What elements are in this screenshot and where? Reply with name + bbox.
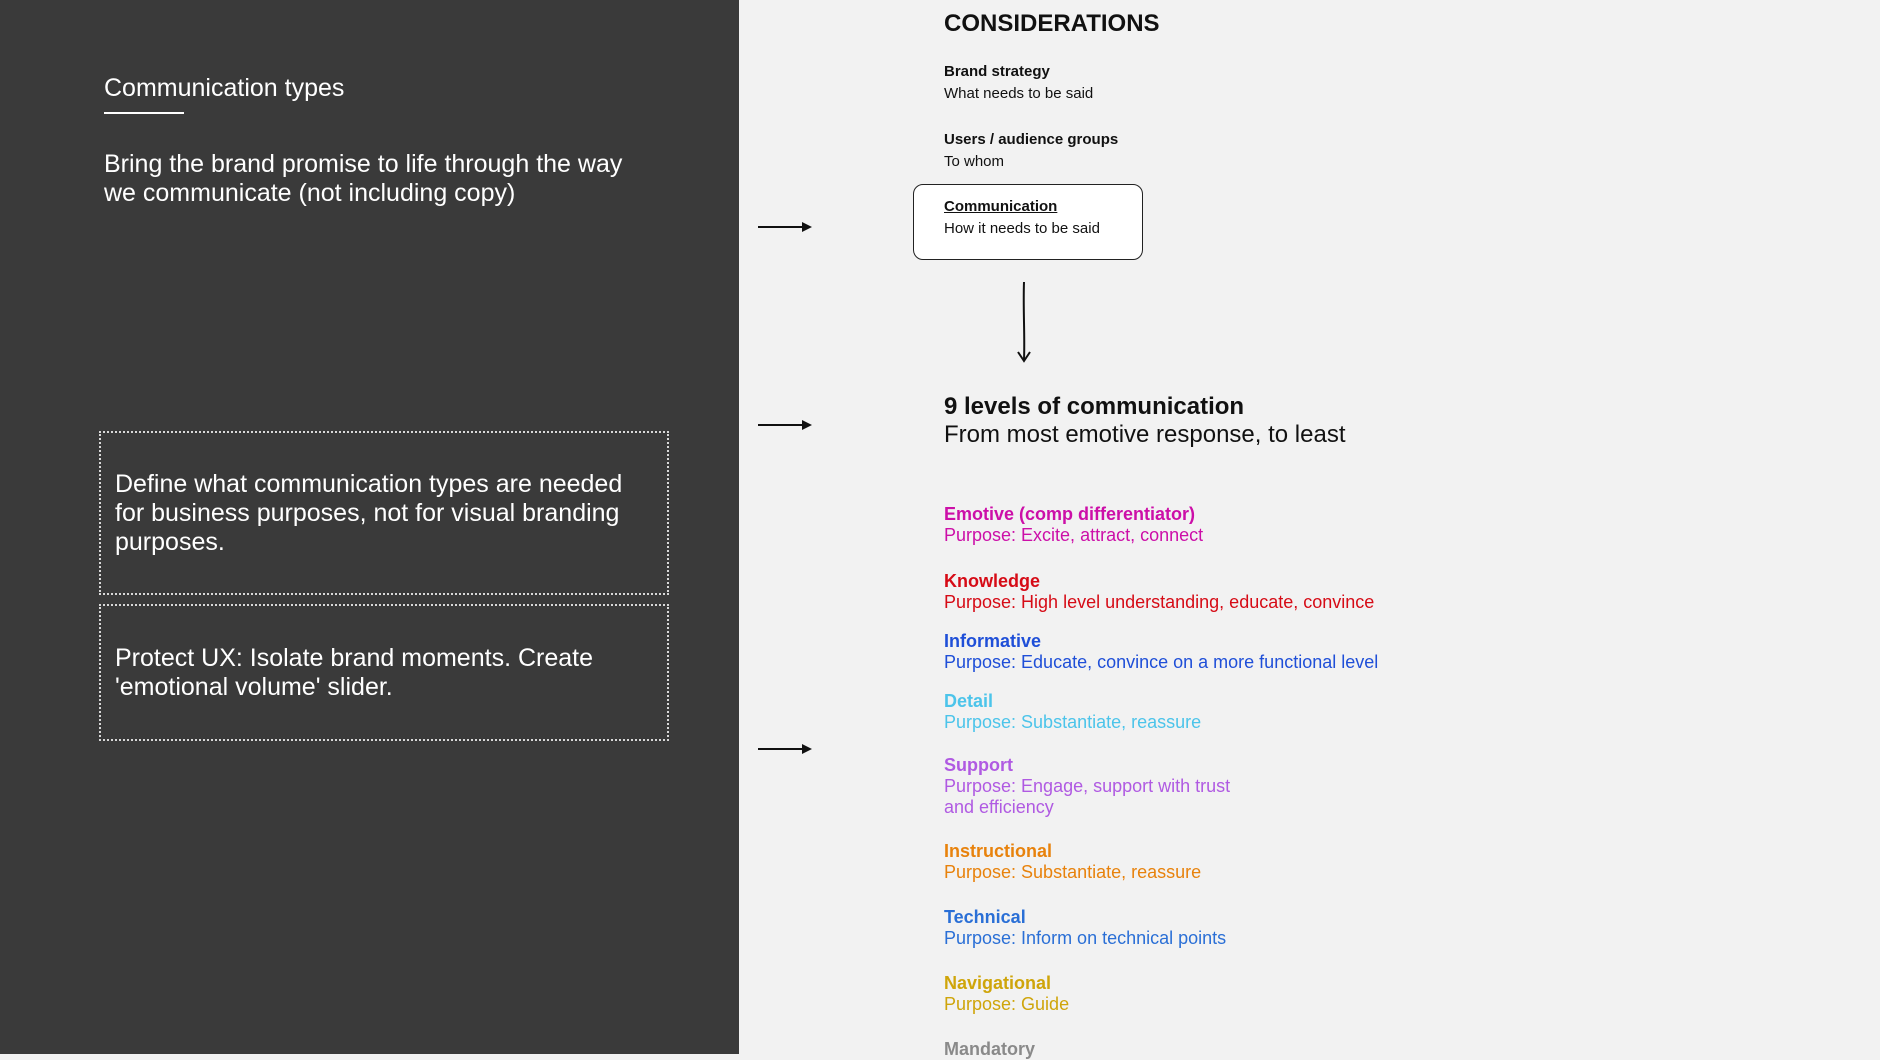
consideration-label: Communication (944, 198, 1058, 215)
level-name: Navigational (944, 973, 1052, 993)
title-underline (104, 112, 184, 114)
level-name: Knowledge (944, 571, 1041, 591)
note-text: Define what communication types are needed for business purposes, not for visual branding purposes. (115, 469, 623, 556)
consideration-brand-strategy (944, 61, 1093, 105)
consideration-audience (944, 129, 1118, 173)
consideration-communication (944, 196, 1100, 240)
intro-text: Bring the brand promise to life through the way we communicate (not including copy) (104, 150, 623, 207)
consideration-desc: To whom (944, 153, 1005, 170)
note-box-business-purposes (99, 431, 669, 595)
level-purpose: Purpose: Inform on technical points (944, 928, 1227, 948)
level-name: Mandatory (944, 1039, 1036, 1059)
right-arrow-icon (758, 418, 814, 432)
level-name: Informative (944, 631, 1042, 651)
note-text: Protect UX: Isolate brand moments. Create 'emotional volume' slider. (115, 643, 593, 701)
level-detail (944, 691, 1444, 733)
right-arrow-icon (758, 742, 814, 756)
consideration-label: Users / audience groups (944, 131, 1119, 148)
level-purpose: Purpose: Substantiate, reassure (944, 712, 1202, 732)
left-panel (0, 0, 739, 1054)
level-purpose: Purpose: High level understanding, educate, convince (944, 592, 1375, 612)
levels-subtitle: From most emotive response, to least (944, 421, 1346, 448)
consideration-desc: How it needs to be said (944, 220, 1100, 237)
level-instructional (944, 841, 1444, 883)
level-emotive (944, 504, 1444, 546)
levels-title: 9 levels of communication (944, 393, 1245, 420)
level-technical (944, 907, 1444, 949)
level-navigational (944, 973, 1444, 1015)
consideration-desc: What needs to be said (944, 85, 1094, 102)
considerations-title: CONSIDERATIONS (944, 10, 1160, 37)
section-title: Communication types (104, 74, 345, 102)
level-purpose: Purpose: Engage, support with trust and efficiency (944, 776, 1231, 817)
level-informative (944, 631, 1444, 673)
level-support (944, 755, 1244, 818)
consideration-label: Brand strategy (944, 63, 1050, 80)
level-purpose: Purpose: Educate, convince on a more functional level (944, 652, 1379, 672)
down-arrow-icon (1012, 280, 1036, 366)
level-purpose: Purpose: Substantiate, reassure (944, 862, 1202, 882)
level-purpose: Purpose: Guide (944, 994, 1070, 1014)
level-name: Detail (944, 691, 994, 711)
level-name: Emotive (comp differentiator) (944, 504, 1196, 524)
level-name: Support (944, 755, 1013, 775)
level-mandatory (944, 1039, 1035, 1060)
level-name: Instructional (944, 841, 1053, 861)
level-name: Technical (944, 907, 1026, 927)
level-purpose: Purpose: Excite, attract, connect (944, 525, 1204, 545)
level-knowledge (944, 571, 1444, 613)
right-arrow-icon (758, 220, 814, 234)
note-box-protect-ux (99, 604, 669, 741)
